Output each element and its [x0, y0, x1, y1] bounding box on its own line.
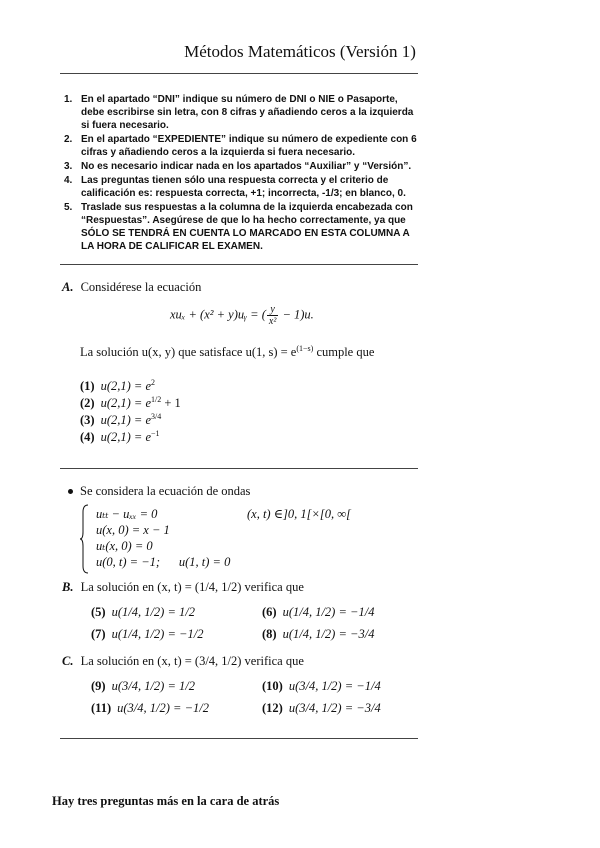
option-11: [91, 701, 209, 716]
option-exponent: 2: [151, 378, 156, 387]
instruction-text: Traslade sus respuestas a la columna de la izquierda encabezada con “Respuestas”. Asegúrese de que lo ha hecho correctamente, ya que SÓLO SE TENDRÁ EN CUENTA LO MARCADO EN ESTA COLUMNA A LA HORA DE CALIFICAR EL EXAMEN.: [81, 202, 413, 252]
instruction-number: 5.: [64, 202, 73, 213]
option-number: (1): [80, 379, 95, 393]
instruction-number: 2.: [64, 134, 73, 145]
option-text: u(1/4, 1/2) = −1/4: [282, 605, 375, 619]
instruction-item: [64, 133, 418, 159]
divider: [60, 738, 418, 739]
option-8: [262, 627, 374, 642]
question-a-solution: [80, 341, 374, 360]
option-5: [91, 605, 195, 620]
option-1: [80, 378, 155, 394]
option-9: [91, 679, 195, 694]
wave-line-2: u(x, 0) = x − 1: [96, 523, 170, 537]
option-number: (3): [80, 413, 95, 427]
question-b-label: B.: [62, 580, 74, 594]
option-2: [80, 395, 181, 411]
fraction-denominator: x²: [268, 316, 277, 327]
equation-fraction: [267, 304, 278, 327]
option-text: u(3/4, 1/2) = −1/2: [117, 701, 210, 715]
instruction-item: [64, 201, 418, 253]
option-number: (11): [91, 701, 112, 715]
instruction-number: 1.: [64, 94, 73, 105]
question-b-text: La solución en (x, t) = (1/4, 1/2) verifica que: [80, 580, 304, 594]
equation-left: xuₓ + (x² + y)uᵧ = (: [170, 307, 266, 322]
question-c-label: C.: [62, 654, 74, 668]
left-brace-icon: [79, 504, 89, 574]
page-title: Métodos Matemáticos (Versión 1): [184, 42, 416, 61]
instruction-text: Las preguntas tienen sólo una respuesta correcta y el criterio de calificación es: respuesta correcta, +1; incorrecta, -1/3; en blanco, 0.: [81, 175, 406, 199]
option-10: [262, 679, 381, 694]
option-text: u(1/4, 1/2) = −3/4: [282, 627, 375, 641]
option-3: [80, 412, 161, 428]
option-exponent: −1: [151, 429, 160, 438]
option-text: u(2,1) = e: [100, 379, 152, 393]
option-text: u(2,1) = e: [100, 430, 152, 444]
option-tail: + 1: [161, 396, 181, 410]
question-c-text: La solución en (x, t) = (3/4, 1/2) verifica que: [80, 654, 304, 668]
wave-line-3: uₜ(x, 0) = 0: [96, 539, 153, 553]
option-7: [91, 627, 203, 642]
solution-tail: cumple que: [313, 345, 375, 359]
instruction-number: 3.: [64, 161, 73, 172]
option-text: u(2,1) = e: [100, 413, 152, 427]
solution-exponent: (1−s): [296, 344, 314, 353]
option-number: (2): [80, 396, 95, 410]
option-exponent: 3/4: [151, 412, 162, 421]
option-text: u(3/4, 1/2) = −1/4: [288, 679, 381, 693]
question-b: [62, 579, 304, 595]
option-exponent: 1/2: [151, 395, 162, 404]
divider: [60, 73, 418, 74]
wave-domain: (x, t) ∈]0, 1[×[0, ∞[: [247, 507, 352, 521]
equation-right: − 1)u.: [279, 307, 314, 322]
instruction-item: [64, 174, 418, 200]
option-text: u(2,1) = e: [100, 396, 152, 410]
instructions-list: [64, 93, 418, 254]
option-text: u(3/4, 1/2) = 1/2: [111, 679, 196, 693]
instruction-text: No es necesario indicar nada en los apartados “Auxiliar” y “Versión”.: [81, 161, 412, 172]
option-text: u(1/4, 1/2) = 1/2: [111, 605, 196, 619]
option-number: (4): [80, 430, 95, 444]
option-4: [80, 429, 160, 445]
option-number: (5): [91, 605, 106, 619]
option-6: [262, 605, 374, 620]
divider: [60, 264, 418, 265]
instruction-text: En el apartado “DNI” indique su número de DNI o NIE o Pasaporte, debe escribirse sin letra, con 8 cifras y añadiendo ceros a la izquierda si fuera necesario.: [81, 94, 414, 131]
wave-intro: Se considera la ecuación de ondas: [80, 484, 251, 498]
option-number: (7): [91, 627, 106, 641]
question-a: [62, 279, 201, 295]
option-number: (12): [262, 701, 283, 715]
question-c: [62, 653, 304, 669]
question-a-equation: [170, 304, 314, 327]
option-number: (6): [262, 605, 277, 619]
wave-line-1: uₜₜ − uₓₓ = 0: [96, 507, 158, 521]
bullet-icon: [68, 489, 73, 494]
option-number: (10): [262, 679, 283, 693]
divider: [60, 468, 418, 469]
option-number: (8): [262, 627, 277, 641]
option-text: u(3/4, 1/2) = −3/4: [288, 701, 381, 715]
option-number: (9): [91, 679, 106, 693]
question-a-intro: Considérese la ecuación: [80, 280, 202, 294]
fraction-numerator: y: [267, 304, 278, 316]
instruction-number: 4.: [64, 175, 73, 186]
option-12: [262, 701, 381, 716]
instruction-text: En el apartado “EXPEDIENTE” indique su número de expediente con 6 cifras y añadiendo ceros a la izquierda si fuera necesario.: [81, 134, 417, 158]
instruction-item: [64, 160, 418, 173]
wave-line-4: u(0, t) = −1; u(1, t) = 0: [96, 555, 231, 569]
instruction-item: [64, 93, 418, 132]
solution-text: La solución u(x, y) que satisface u(1, s) = e: [80, 345, 297, 359]
option-text: u(1/4, 1/2) = −1/2: [111, 627, 204, 641]
question-a-label: A.: [62, 280, 74, 294]
footer-note: Hay tres preguntas más en la cara de atrás: [52, 794, 280, 808]
